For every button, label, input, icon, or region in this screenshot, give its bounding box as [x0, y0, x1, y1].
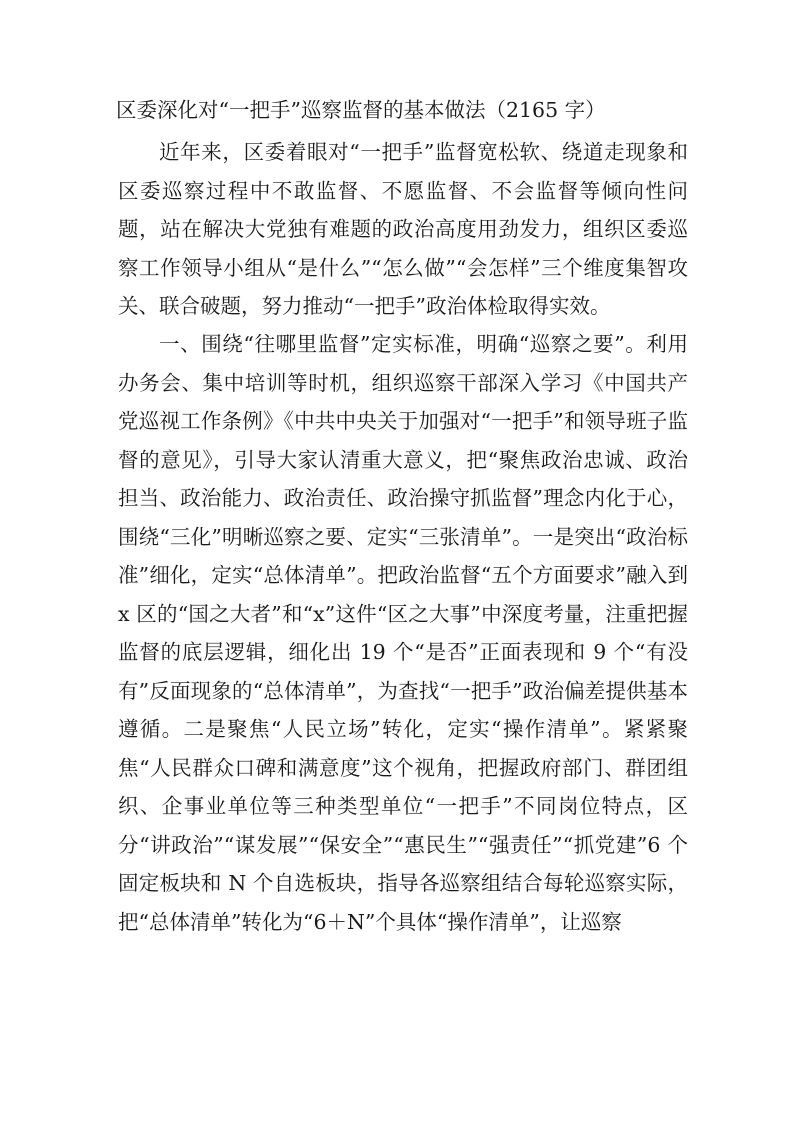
paragraph-section-one: 一、围绕“往哪里监督”定实标准，明确“巡察之要”。利用办务会、集中培训等时机，组织巡察干部深入学习《中国共产党巡视工作条例》《中共中央关于加强对“一把手”和领导班子监督的意见》，引导大家认清重大意义，把“聚焦政治忠诚、政治担当、政治能力、政治责任、政治操守抓监督”理念内化于心，围绕“三化”明晰巡察之要、定实“三张清单”。一是突出“政治标准”细化，定实“总体清单”。把政治监督“五个方面要求”融入到 x 区的“国之大者”和“x”这件“区之大事”中深度考量，注重把握监督的底层逻辑，细化出 19 个“是否”正面表现和 9 个“有没有”反面现象的“总体清单”，为查找“一把手”政治偏差提供基本遵循。二是聚焦“人民立场”转化，定实“操作清单”。紧紧聚焦“人民群众口碑和满意度”这个视角，把握政府部门、群团组织、企事业单位等三种类型单位“一把手”不同岗位特点，区分“讲政治”“谋发展”“保安全”“惠民生”“强责任”“抓党建”6 个固定板块和 N 个自选板块，指导各巡察组结合每轮巡察实际，把“总体清单”转化为“6＋N”个具体“操作清单”，让巡察: [118, 332, 688, 934]
document-title: 区委深化对“一把手”巡察监督的基本做法（2165 字）: [116, 98, 606, 122]
paragraph-intro: 近年来，区委着眼对“一把手”监督宽松软、绕道走现象和区委巡察过程中不敢监督、不愿监督、不会监督等倾向性问题，站在解决大党独有难题的政治高度用劲发力，组织区委巡察工作领导小组从“是什么”“怎么做”“会怎样”三个维度集智攻关、联合破题，努力推动“一把手”政治体检取得实效。: [118, 140, 688, 318]
